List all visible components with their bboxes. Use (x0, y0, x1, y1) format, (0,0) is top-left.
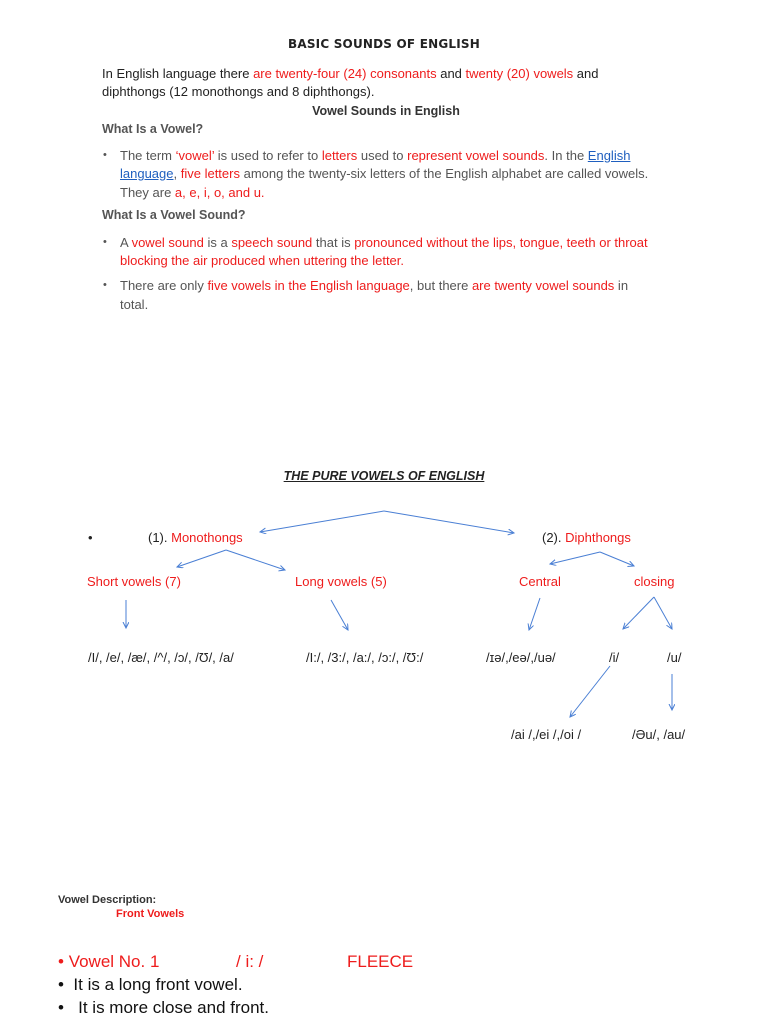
page-title: BASIC SOUNDS OF ENGLISH (287, 37, 480, 51)
arrow-mono-short (177, 550, 226, 567)
tree-bullet: • (88, 530, 93, 545)
arrow-diph-closing (600, 552, 634, 566)
bullet-dot: • (103, 236, 107, 248)
vowel-1-keyword: FLEECE (347, 952, 414, 971)
bullet-2-line-2: blocking the air produced when uttering the letter. (120, 253, 405, 268)
what-is-vowel-sound-heading: What Is a Vowel Sound? (102, 208, 246, 222)
intro-text: and (573, 66, 599, 81)
bullet-2-line-1: A vowel sound is a speech sound that is pronounced without the lips, tongue, teeth or throat (120, 235, 648, 250)
english-language-link[interactable]: English (587, 148, 631, 163)
bullet-1-line-1: The term ‘vowel’ is used to refer to letters used to represent vowel sounds. In the English (120, 148, 631, 163)
bullet-dot: • (103, 149, 107, 161)
arrow-central-ipa (529, 598, 540, 630)
intro-line-2: diphthongs (12 monothongs and 8 diphthongs). (102, 84, 375, 99)
pure-vowels-heading: THE PURE VOWELS OF ENGLISH (283, 469, 485, 483)
intro-vowels: twenty (20) vowels (465, 66, 574, 81)
point-1: • It is a long front vowel. (58, 975, 243, 994)
short-vowels-ipa: /I/, /e/, /æ/, /^/, /ɔ/, /Ʊ/, /a/ (88, 650, 234, 665)
bullet-1-line-2: language, five letters among the twenty-six letters of the English alphabet are called vowels. (120, 166, 649, 181)
arrow-mono-long (226, 550, 285, 570)
arrow-root-mono (260, 511, 384, 532)
monothongs-node: (1). Monothongs (148, 530, 243, 545)
bullet-1-line-3: They are a, e, i, o, and u. (120, 185, 265, 200)
central-ipa: /ɪə/,/eə/,/uə/ (486, 650, 556, 665)
i-diphthongs-ipa: /ai /,/ei /,/oi / (511, 727, 582, 742)
vowel-description-heading: Vowel Description: (58, 894, 157, 906)
what-is-vowel-heading: What Is a Vowel? (102, 122, 204, 136)
intro-text: In English language there (102, 66, 254, 81)
central-node: Central (519, 574, 561, 589)
front-vowels-heading: Front Vowels (116, 908, 185, 920)
short-vowels-node: Short vowels (7) (87, 574, 181, 589)
arrow-root-diph (384, 511, 514, 533)
closing-u-ipa: /u/ (667, 650, 682, 665)
english-language-link-cont[interactable]: language (120, 166, 174, 181)
point-2: • It is more close and front. (58, 998, 269, 1017)
point-1-text: It is a long front vowel. (73, 975, 243, 994)
closing-i-ipa: /i/ (609, 650, 620, 665)
vowel-1-symbol: / i: / (236, 952, 264, 971)
arrow-closing-i (623, 597, 654, 629)
arrow-diph-central (550, 552, 600, 564)
vowel-1-row: • Vowel No. 1 (58, 952, 160, 971)
arrow-long-ipa (331, 600, 348, 630)
bullet-dot: • (103, 279, 107, 291)
diphthongs-node: (2). Diphthongs (542, 530, 631, 545)
arrow-closing-u (654, 597, 672, 629)
long-vowels-node: Long vowels (5) (295, 574, 387, 589)
long-vowels-ipa: /I:/, /3:/, /a:/, /ɔ:/, /Ʊ:/ (306, 650, 424, 665)
intro-text: and (436, 66, 466, 81)
intro-consonants: are twenty-four (24) consonants (253, 66, 437, 81)
arrow-i-ipa (570, 666, 610, 717)
bullet-3-line-2: total. (120, 297, 149, 312)
vowel-sounds-heading: Vowel Sounds in English (312, 104, 460, 118)
vowel-1-label: Vowel No. 1 (68, 952, 160, 971)
point-2-text: It is more close and front. (78, 998, 269, 1017)
closing-node: closing (634, 574, 675, 589)
bullet-3-line-1: There are only five vowels in the English language, but there are twenty vowel sounds in (120, 278, 629, 293)
u-diphthongs-ipa: /Əu/, /au/ (632, 727, 686, 742)
